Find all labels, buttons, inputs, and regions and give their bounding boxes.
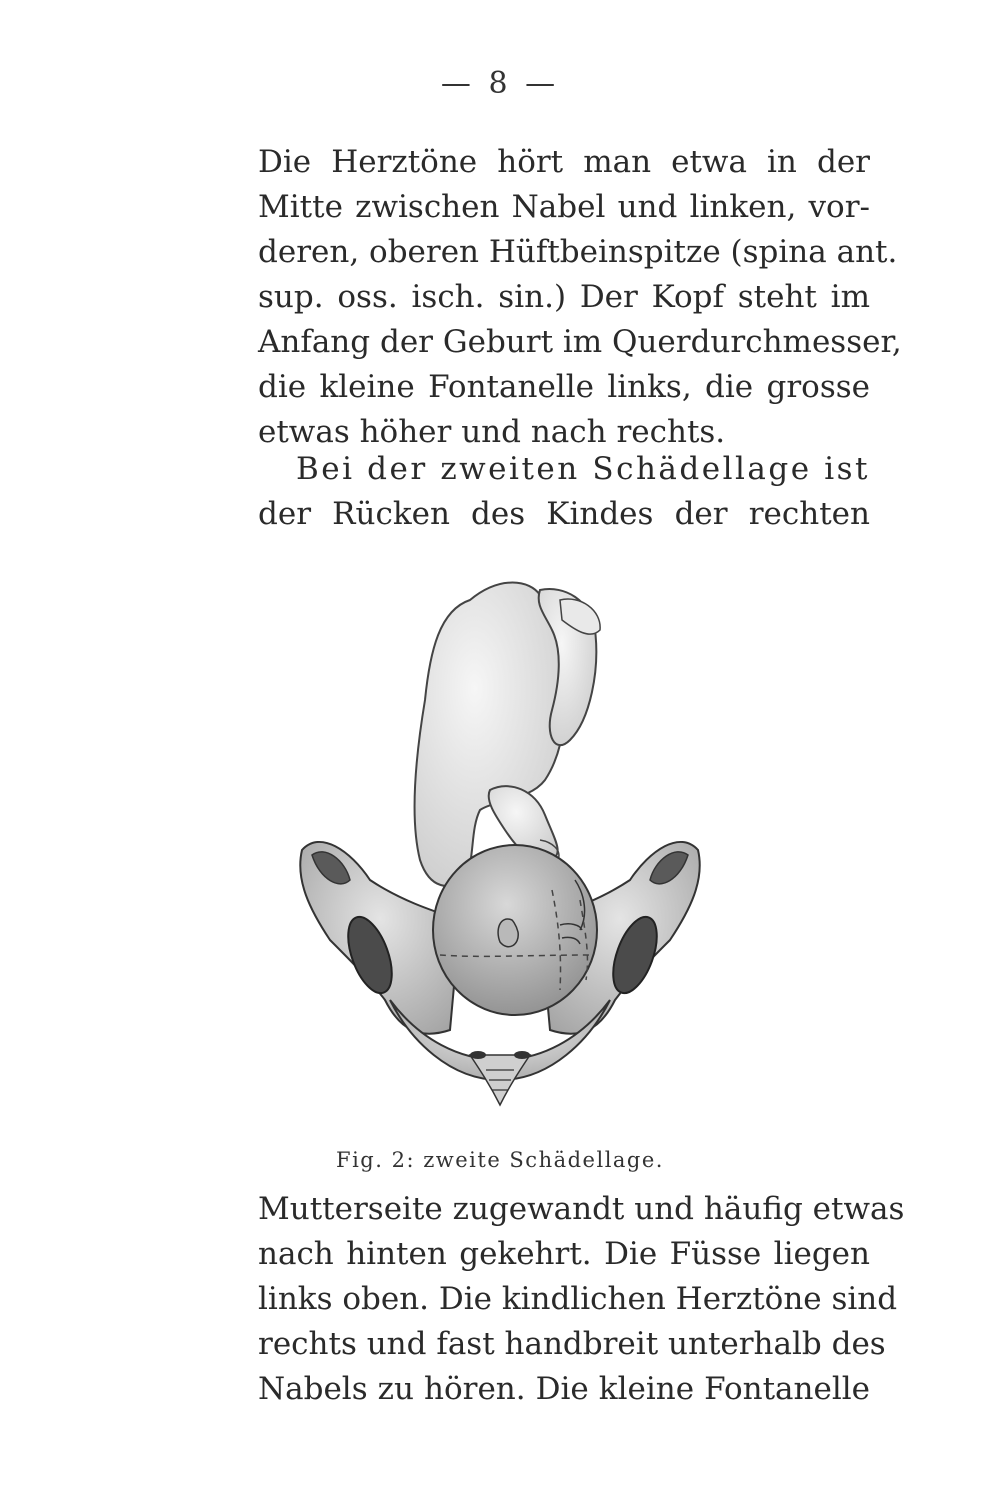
text-line: der Rücken des Kindes der rechten — [258, 496, 870, 532]
text-line: etwas höher und nach rechts. — [258, 414, 726, 450]
text-line: die kleine Fontanelle links, die grosse — [258, 369, 870, 405]
text-line: deren, oberen Hüftbeinspitze (spina ant. — [258, 234, 898, 270]
text-line: sup. oss. isch. sin.) Der Kopf steht im — [258, 279, 870, 315]
pelvis-fetus-illustration — [290, 560, 710, 1130]
page-number: — 8 — — [440, 66, 560, 101]
text-line: Nabels zu hören. Die kleine Fontanelle — [258, 1371, 870, 1407]
paragraph-two-intro — [258, 447, 870, 537]
text-line: Mitte zwischen Nabel und linken, vor- — [258, 189, 870, 225]
paragraph-bottom — [258, 1187, 905, 1412]
text-line: rechts und fast handbreit unterhalb des — [258, 1326, 886, 1362]
paragraph-top — [258, 140, 902, 455]
text-line: Bei der zweiten Schädellage ist — [296, 451, 870, 487]
text-line: nach hinten gekehrt. Die Füsse liegen — [258, 1236, 870, 1272]
text-line: links oben. Die kindlichen Herztöne sind — [258, 1281, 898, 1317]
text-line: Anfang der Geburt im Querdurchmesser, — [258, 324, 902, 360]
text-line: Die Herztöne hört man etwa in der — [258, 144, 870, 180]
text-line: Mutterseite zugewandt und häufig etwas — [258, 1191, 905, 1227]
figure-caption: Fig. 2: zweite Schädellage. — [336, 1148, 664, 1172]
